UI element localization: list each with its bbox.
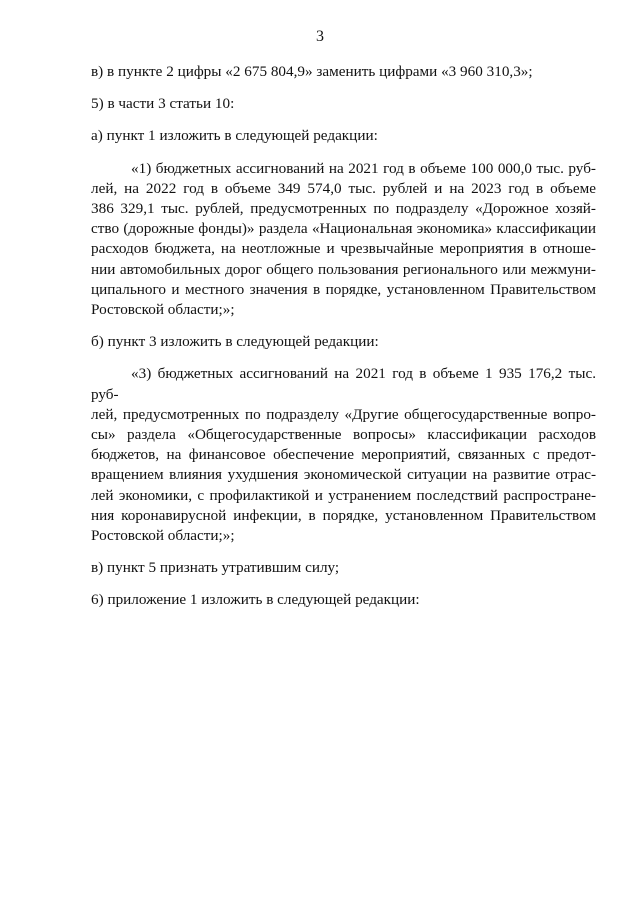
text-line: «1) бюджетных ассигнований на 2021 год в объеме 100 000,0 тыс. руб- xyxy=(131,159,596,177)
text-line: Ростовской области;»; xyxy=(91,527,235,545)
text-line: б) пункт 3 изложить в следующей редакции: xyxy=(91,333,379,351)
paragraph-item-a-point-1 xyxy=(91,126,596,146)
page-number: 3 xyxy=(316,28,324,45)
text-line: а) пункт 1 изложить в следующей редакции: xyxy=(91,127,378,145)
text-line: лей, предусмотренных по подразделу «Другие общегосударственные вопро- xyxy=(91,405,596,423)
paragraph-item-v-point-2 xyxy=(91,62,596,82)
text-line: вращением влияния ухудшения экономической ситуации на развитие отрас- xyxy=(91,466,596,484)
text-line: ципального и местного значения в порядке, установленном Правительством xyxy=(91,280,596,298)
text-line: нии автомобильных дорог общего пользования регионального или межмуни- xyxy=(91,260,596,278)
text-line: в) в пункте 2 цифры «2 675 804,9» заменить цифрами «3 960 310,3»; xyxy=(91,63,533,80)
text-line: «3) бюджетных ассигнований на 2021 год в объеме 1 935 176,2 тыс. руб- xyxy=(91,365,596,403)
text-line: 386 329,1 тыс. рублей, предусмотренных по подразделу «Дорожное хозяй- xyxy=(91,200,596,218)
text-line: ство (дорожные фонды)» раздела «Национальная экономика» классификации xyxy=(91,220,596,238)
text-line: сы» раздела «Общегосударственные вопросы» классификации расходов xyxy=(91,426,596,444)
paragraph-quote-point-1 xyxy=(91,159,596,321)
text-line: расходов бюджета, на неотложные и чрезвычайные мероприятия в отноше- xyxy=(91,240,596,258)
text-line: ния коронавирусной инфекции, в порядке, установленном Правительством xyxy=(91,506,596,524)
paragraph-item-6-appendix-1 xyxy=(91,590,596,610)
document-body xyxy=(91,62,596,623)
text-line: лей экономики, с профилактикой и устранением последствий распростране- xyxy=(91,486,596,504)
paragraph-item-b-point-3 xyxy=(91,332,596,352)
text-line: бюджетов, на финансовое обеспечение мероприятий, связанных с предот- xyxy=(91,446,596,464)
text-line: в) пункт 5 признать утратившим силу; xyxy=(91,559,340,577)
text-line: 5) в части 3 статьи 10: xyxy=(91,95,235,113)
text-line: лей, на 2022 год в объеме 349 574,0 тыс. рублей и на 2023 год в объеме xyxy=(91,179,596,197)
paragraph-item-5-part-3 xyxy=(91,94,596,114)
text-line: 6) приложение 1 изложить в следующей редакции: xyxy=(91,591,420,609)
text-line: Ростовской области;»; xyxy=(91,301,235,319)
paragraph-quote-point-3 xyxy=(91,364,596,546)
paragraph-item-v-point-5 xyxy=(91,558,596,578)
